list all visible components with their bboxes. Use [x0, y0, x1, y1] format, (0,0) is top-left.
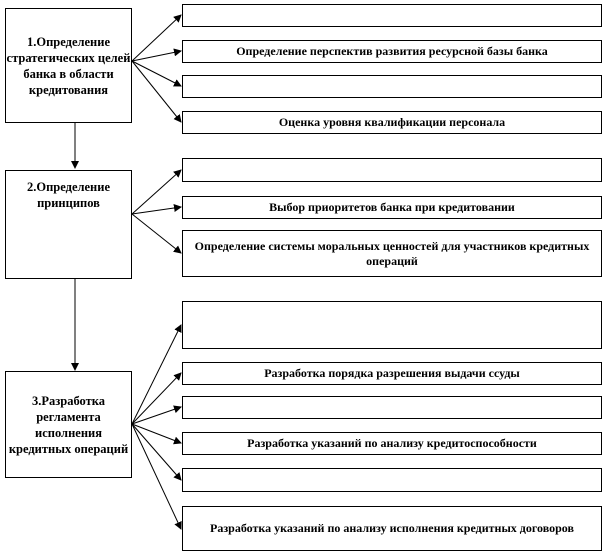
- detail-box-9: [182, 362, 602, 385]
- arrow-stage3-detail5: [132, 424, 181, 480]
- stage-label-2: 2.Определение принципов: [26, 180, 111, 210]
- detail-box-10: [182, 396, 602, 419]
- detail-box-12: [182, 468, 602, 492]
- arrow-stage3-detail2: [132, 373, 181, 424]
- detail-label-6: Выбор приоритетов банка при кредитовании: [269, 200, 515, 214]
- detail-box-6: [182, 196, 602, 219]
- detail-label-13: Разработка указаний по анализу исполнения кредитных договоров: [210, 521, 574, 535]
- detail-box-8: [182, 301, 602, 349]
- stage-box-3: [5, 371, 132, 478]
- detail-box-5: [182, 158, 602, 182]
- detail-label-7: Определение системы моральных ценностей для участников кредитных операций: [194, 238, 590, 268]
- detail-box-11: [182, 432, 602, 455]
- detail-label-9: Разработка порядка разрешения выдачи ссуды: [264, 366, 520, 380]
- detail-box-2: [182, 40, 602, 63]
- stage-label-1: 1.Определение стратегических целей банка в области кредитования: [6, 34, 131, 97]
- arrow-stage2-detail1: [132, 170, 181, 214]
- detail-label-11: Разработка указаний по анализу кредитоспособности: [247, 436, 537, 450]
- stage-label-3: 3.Разработка регламента исполнения кредитных операций: [8, 393, 129, 456]
- arrow-stage1-detail3: [132, 61, 181, 86]
- stage-box-1: [5, 8, 132, 123]
- detail-box-4: [182, 111, 602, 134]
- stage-box-2: [5, 170, 132, 279]
- arrow-stage1-detail2: [132, 51, 181, 61]
- arrow-stage1-detail4: [132, 61, 181, 122]
- arrow-stage2-detail3: [132, 214, 181, 253]
- detail-box-3: [182, 75, 602, 98]
- detail-box-1: [182, 4, 602, 27]
- arrow-stage1-detail1: [132, 15, 181, 61]
- detail-box-7: [182, 230, 602, 277]
- detail-label-4: Оценка уровня квалификации персонала: [278, 115, 506, 129]
- detail-box-13: [182, 506, 602, 551]
- detail-label-2: Определение перспектив развития ресурсной базы банка: [236, 44, 548, 58]
